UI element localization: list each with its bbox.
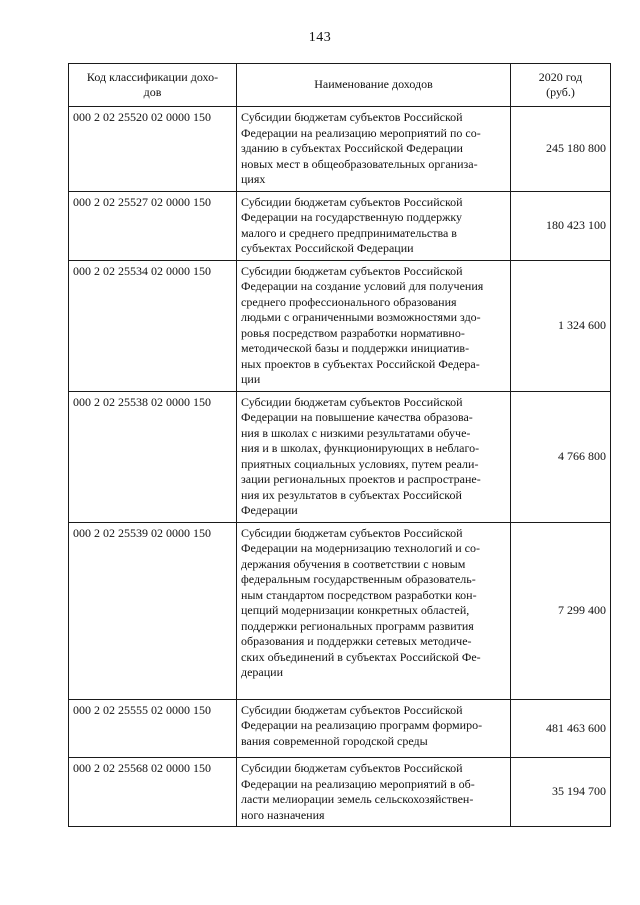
- header-code-line2: дов: [143, 85, 162, 99]
- income-name-cell: [237, 699, 511, 758]
- income-name-line: новых мест в общеобразовательных организа-: [241, 156, 478, 171]
- table-row: [69, 699, 611, 758]
- income-name-cell: [237, 391, 511, 522]
- income-name-line: Субсидии бюджетам субъектов Российской: [241, 110, 463, 124]
- income-name-line: федеральным государственным образователь-: [241, 572, 476, 586]
- income-name-line: зданию в субъектах Российской Федерации: [241, 141, 463, 155]
- income-name-line: Субсидии бюджетам субъектов Российской: [241, 394, 463, 409]
- income-code-cell: 000 2 02 25539 02 0000 150: [69, 522, 237, 699]
- income-name-line: ного назначения: [241, 807, 325, 822]
- income-name-line: ния в школах с низкими результатами обуче-: [241, 425, 471, 440]
- income-name-line: людьми с ограниченными возможностями здо-: [241, 310, 481, 324]
- income-code-cell: 000 2 02 25538 02 0000 150: [69, 391, 237, 522]
- income-name-line: ния их результатов в субъектах Российской: [241, 487, 462, 502]
- income-amount-cell: 1 324 600: [511, 260, 611, 391]
- income-name-cell: [237, 260, 511, 391]
- table-row: [69, 191, 611, 260]
- income-name-line: среднего профессионального образования: [241, 294, 457, 309]
- income-name-line: ния и в школах, функционирующих в неблаго-: [241, 441, 480, 455]
- income-name-line: ских объединений в субъектах Российской Фе-: [241, 649, 481, 664]
- income-name-line: образования и поддержки сетевых методиче-: [241, 634, 472, 648]
- header-name: Наименование доходов: [237, 64, 511, 107]
- table-row: [69, 107, 611, 192]
- table-body: [69, 107, 611, 827]
- income-name-line: Федерации на реализацию мероприятий в об-: [241, 776, 475, 791]
- income-name-line: Федерации: [241, 503, 298, 517]
- income-name-line: Субсидии бюджетам субъектов Российской: [241, 525, 463, 540]
- income-name-line: малого и среднего предпринимательства в: [241, 225, 457, 240]
- income-name-line: дерации: [241, 665, 284, 679]
- header-code: [69, 64, 237, 107]
- income-name-line: ласти мелиорации земель сельскохозяйствен-: [241, 792, 474, 806]
- income-amount-cell: 245 180 800: [511, 107, 611, 192]
- income-table: [68, 63, 611, 827]
- table-row: [69, 391, 611, 522]
- income-code-cell: 000 2 02 25568 02 0000 150: [69, 758, 237, 827]
- income-name-line: методической базы и поддержки инициатив-: [241, 341, 470, 355]
- income-amount-cell: 7 299 400: [511, 522, 611, 699]
- income-name-cell: [237, 191, 511, 260]
- income-name-line: Федерации на создание условий для получения: [241, 279, 484, 293]
- income-code-cell: 000 2 02 25527 02 0000 150: [69, 191, 237, 260]
- income-name-line: ных проектов в субъектах Российской Федера-: [241, 356, 480, 371]
- table-row: [69, 758, 611, 827]
- income-name-cell: [237, 758, 511, 827]
- income-name-line: субъектах Российской Федерации: [241, 241, 414, 255]
- income-name-line: ровья посредством разработки нормативно-: [241, 325, 465, 340]
- page-number: 143: [308, 30, 332, 45]
- income-name-line: вания современной городской среды: [241, 733, 428, 748]
- income-name-line: Федерации на повышение качества образова-: [241, 410, 473, 424]
- header-amount-line2: (руб.): [546, 85, 575, 99]
- income-name-line: зации региональных проектов и распростране-: [241, 472, 481, 486]
- income-code-cell: 000 2 02 25555 02 0000 150: [69, 699, 237, 758]
- header-code-line1: Код классификации дохо-: [86, 69, 219, 84]
- income-code-cell: 000 2 02 25534 02 0000 150: [69, 260, 237, 391]
- income-name-cell: [237, 107, 511, 192]
- income-name-line: цепций модернизации конкретных областей,: [241, 603, 470, 617]
- income-name-line: Федерации на реализацию мероприятий по со-: [241, 125, 481, 140]
- income-name-line: Субсидии бюджетам субъектов Российской: [241, 761, 463, 775]
- income-name-line: Федерации на государственную поддержку: [241, 210, 463, 224]
- income-name-line: Федерации на реализацию программ формиро-: [241, 718, 483, 732]
- income-name-line: поддержки региональных программ развития: [241, 618, 474, 633]
- income-amount-cell: 35 194 700: [511, 758, 611, 827]
- income-name-line: Субсидии бюджетам субъектов Российской: [241, 263, 463, 278]
- header-amount-line1: 2020 год: [538, 69, 583, 84]
- income-code-cell: 000 2 02 25520 02 0000 150: [69, 107, 237, 192]
- table-header-row: [69, 64, 611, 107]
- income-name-line: приятных социальных условиях, путем реали-: [241, 456, 479, 471]
- income-name-line: ным стандартом посредством разработки кон-: [241, 587, 477, 602]
- income-name-line: держания обучения в соответствии с новым: [241, 556, 466, 571]
- income-name-line: циях: [241, 172, 266, 186]
- income-amount-cell: 180 423 100: [511, 191, 611, 260]
- income-name-line: Субсидии бюджетам субъектов Российской: [241, 702, 463, 717]
- income-name-line: ции: [241, 372, 261, 386]
- header-amount: [511, 64, 611, 107]
- income-name-line: Субсидии бюджетам субъектов Российской: [241, 194, 463, 209]
- income-name-cell: [237, 522, 511, 699]
- income-amount-cell: 481 463 600: [511, 699, 611, 758]
- table-row: [69, 522, 611, 699]
- income-name-line: Федерации на модернизацию технологий и со-: [241, 541, 480, 555]
- income-amount-cell: 4 766 800: [511, 391, 611, 522]
- table-row: [69, 260, 611, 391]
